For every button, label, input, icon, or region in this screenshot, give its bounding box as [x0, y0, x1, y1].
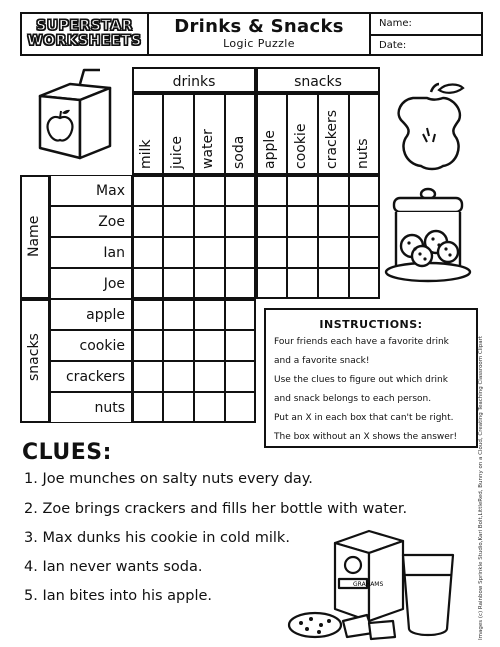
- clue-item: 4. Ian never wants soda.: [24, 559, 203, 575]
- image-credit: Images (c) Rainbow Sprinkle Studio,Kari Bolt,LittleRed, Bunny on a Cloud, Creating Teaching Classroom Clipart: [478, 335, 484, 640]
- worksheet-header: [20, 12, 483, 56]
- instruction-line: and snack belongs to each person.: [274, 394, 432, 404]
- clue-item: 1. Joe munches on salty nuts every day.: [24, 471, 313, 487]
- instructions-title: INSTRUCTIONS:: [319, 318, 423, 331]
- name-date-box: [371, 14, 481, 54]
- row-label: Ian: [50, 237, 132, 268]
- name-field[interactable]: Name:: [379, 18, 412, 29]
- crackers-box-label: GRAHAMS: [353, 581, 384, 588]
- name-section-label: Name: [26, 215, 42, 257]
- apple-core-picture: [393, 80, 473, 175]
- column-label: water: [200, 129, 216, 169]
- snacks-milk-picture: [285, 525, 463, 643]
- instruction-line: The box without an X shows the answer!: [274, 432, 458, 442]
- column-label: cookie: [293, 123, 309, 169]
- logo-line-1: SUPERSTAR: [36, 18, 133, 34]
- instruction-line: and a favorite snack!: [274, 356, 370, 366]
- column-label: nuts: [355, 138, 371, 169]
- instruction-line: Use the clues to figure out which drink: [274, 375, 448, 385]
- superstar-worksheets-logo: [22, 14, 149, 54]
- clues-title: CLUES:: [22, 440, 112, 465]
- instruction-line: Four friends each have a favorite drink: [274, 337, 449, 347]
- date-field[interactable]: Date:: [371, 34, 481, 54]
- logo-line-2: WORKSHEETS: [27, 33, 142, 49]
- cookie-jar-picture: [382, 186, 474, 296]
- block-outline: [256, 175, 380, 299]
- block-outline: [132, 93, 256, 175]
- snacks-section-label: snacks: [26, 333, 42, 381]
- instructions-box: [264, 308, 478, 448]
- clue-item: 2. Zoe brings crackers and fills her bottle with water.: [24, 501, 408, 517]
- column-label: crackers: [324, 109, 340, 169]
- clue-item: 3. Max dunks his cookie in cold milk.: [24, 530, 290, 546]
- drinks-header: drinks: [132, 67, 256, 93]
- column-label: apple: [262, 130, 278, 169]
- block-outline: [132, 299, 256, 423]
- instruction-line: Put an X in each box that can't be right.: [274, 413, 454, 423]
- row-label: apple: [50, 299, 132, 330]
- row-label: Max: [50, 175, 132, 206]
- block-outline: [256, 93, 380, 175]
- row-label: cookie: [50, 330, 132, 361]
- column-label: juice: [169, 136, 185, 169]
- page-subtitle: Logic Puzzle: [223, 37, 295, 50]
- row-label: Zoe: [50, 206, 132, 237]
- page-title: Drinks & Snacks: [174, 16, 344, 37]
- row-label: nuts: [50, 392, 132, 423]
- clue-item: 5. Ian bites into his apple.: [24, 588, 213, 604]
- title-box: [149, 14, 371, 54]
- snacks-header: snacks: [256, 67, 380, 93]
- block-outline: [132, 175, 256, 299]
- row-label: Joe: [50, 268, 132, 299]
- column-label: soda: [231, 135, 247, 169]
- column-label: milk: [138, 139, 154, 169]
- row-label: crackers: [50, 361, 132, 392]
